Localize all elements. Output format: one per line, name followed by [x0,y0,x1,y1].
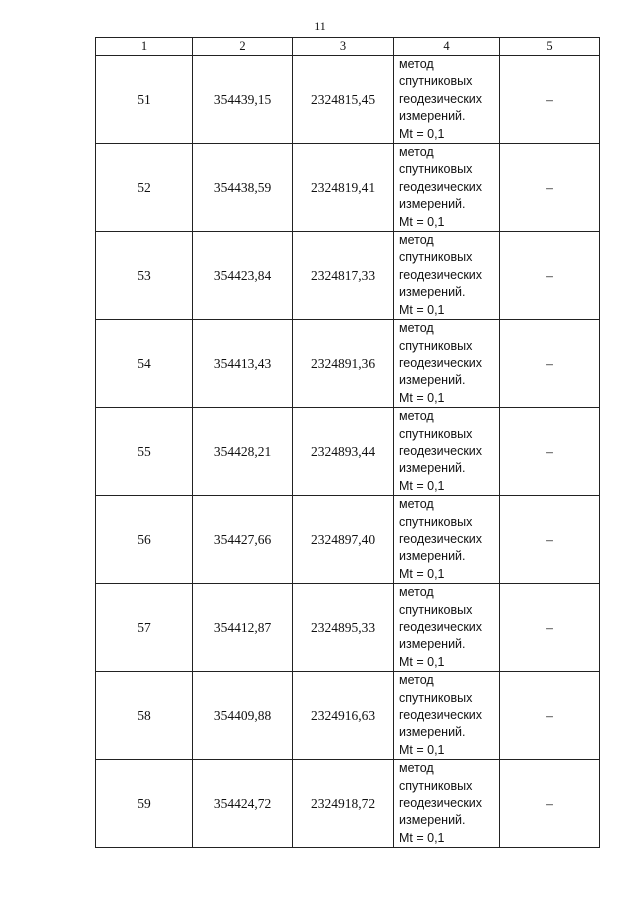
note-cell: – [500,760,600,848]
method-cell [394,56,500,144]
point-number-cell: 56 [96,496,193,584]
page-number: 11 [314,19,326,33]
method-line: измерений. [399,549,466,564]
method-line: геодезических [399,267,483,282]
method-line: геодезических [399,796,483,811]
method-line: метод [399,321,434,336]
method-line: спутниковых [399,250,473,265]
method-line: спутниковых [399,690,473,705]
point-number-cell: 52 [96,144,193,232]
method-line: измерений. [399,813,466,828]
method-line: Mt = 0,1 [399,126,445,141]
point-number-cell: 55 [96,408,193,496]
table-row [96,320,600,408]
note-cell: – [500,320,600,408]
x-coordinate-cell: 354439,15 [193,56,293,144]
table-body [96,56,600,848]
method-cell [394,584,500,672]
method-line: измерений. [399,725,466,740]
method-line: Mt = 0,1 [399,214,445,229]
method-line: спутниковых [399,514,473,529]
column-header-2: 2 [193,38,293,56]
note-cell: – [500,232,600,320]
method-line: геодезических [399,91,483,106]
note-cell: – [500,56,600,144]
method-line: метод [399,761,434,776]
method-line: спутниковых [399,426,473,441]
table-row [96,496,600,584]
method-line: геодезических [399,620,483,634]
x-coordinate-cell: 354423,84 [193,232,293,320]
column-header-5: 5 [500,38,600,56]
method-line: геодезических [399,443,483,458]
method-line: измерений. [399,461,466,476]
method-line: метод [399,585,434,600]
method-line: геодезических [399,179,483,194]
x-coordinate-cell: 354438,59 [193,144,293,232]
table-row [96,408,600,496]
point-number-cell: 53 [96,232,193,320]
table-row [96,232,600,320]
method-line: спутниковых [399,338,473,353]
method-line: Mt = 0,1 [399,390,445,405]
table-header-row [96,38,600,56]
y-coordinate-cell: 2324916,63 [293,672,394,760]
table-row [96,672,600,760]
y-coordinate-cell: 2324893,44 [293,408,394,496]
method-line: геодезических [399,708,483,723]
y-coordinate-cell: 2324817,33 [293,232,394,320]
y-coordinate-cell: 2324895,33 [293,584,394,672]
method-line: измерений. [399,197,466,212]
method-cell [394,672,500,760]
method-line: спутниковых [399,778,473,793]
column-header-4: 4 [394,38,500,56]
note-cell: – [500,496,600,584]
table-row [96,56,600,144]
method-cell [394,760,500,848]
method-line: геодезических [399,355,483,370]
y-coordinate-cell: 2324819,41 [293,144,394,232]
method-line: геодезических [399,531,483,546]
point-number-cell: 54 [96,320,193,408]
method-line: Mt = 0,1 [399,654,445,669]
table-row [96,584,600,672]
y-coordinate-cell: 2324918,72 [293,760,394,848]
y-coordinate-cell: 2324891,36 [293,320,394,408]
method-line: Mt = 0,1 [399,566,445,581]
note-cell: – [500,144,600,232]
point-number-cell: 58 [96,672,193,760]
method-line: измерений. [399,373,466,388]
point-number-cell: 51 [96,56,193,144]
method-line: метод [399,673,434,688]
method-line: метод [399,233,434,248]
method-line: спутниковых [399,162,473,177]
x-coordinate-cell: 354428,21 [193,408,293,496]
table-row [96,760,600,848]
method-line: спутниковых [399,74,473,89]
method-cell [394,496,500,584]
note-cell: – [500,584,600,672]
method-line: метод [399,57,434,71]
x-coordinate-cell: 354412,87 [193,584,293,672]
method-line: метод [399,497,434,512]
note-cell: – [500,672,600,760]
point-number-cell: 57 [96,584,193,672]
method-line: Mt = 0,1 [399,302,445,317]
method-line: метод [399,409,434,424]
point-number-cell: 59 [96,760,193,848]
method-line: измерений. [399,285,466,300]
y-coordinate-cell: 2324897,40 [293,496,394,584]
x-coordinate-cell: 354409,88 [193,672,293,760]
method-line: Mt = 0,1 [399,478,445,493]
method-cell [394,144,500,232]
x-coordinate-cell: 354413,43 [193,320,293,408]
method-line: Mt = 0,1 [399,830,445,845]
method-line: измерений. [399,637,466,652]
y-coordinate-cell: 2324815,45 [293,56,394,144]
method-line: спутниковых [399,602,473,617]
method-cell [394,232,500,320]
x-coordinate-cell: 354427,66 [193,496,293,584]
method-line: Mt = 0,1 [399,742,445,757]
x-coordinate-cell: 354424,72 [193,760,293,848]
method-line: измерений. [399,109,466,124]
method-cell [394,408,500,496]
method-cell [394,320,500,408]
note-cell: – [500,408,600,496]
column-header-1: 1 [96,38,193,56]
table-row [96,144,600,232]
coordinates-table [95,37,600,848]
method-line: метод [399,145,434,160]
column-header-3: 3 [293,38,394,56]
